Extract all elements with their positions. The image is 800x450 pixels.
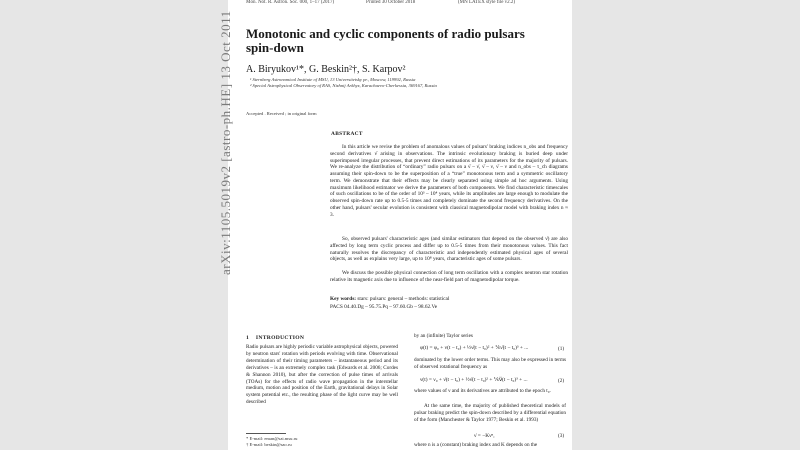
abstract-paragraph-2: So, observed pulsars' characteristic ages (and similar estimators that depend on the observed ν̇) are also affected by long term cyclic process and differ up to 0.5-5 times from their monotonous values. This fact naturally resolves the discrepancy of characteristic and independently estimated physical ages of several objects, as well as explains very large, up to 10⁸ years, characteristic ages of some pulsars. bbox=[330, 236, 568, 263]
right-column-para2: At the same time, the majority of published theoretical models of pulsar braking predict the spin-down described by a differential equation of the form (Manchester & Taylor 1977; Beskin et al. 1993) bbox=[414, 403, 566, 423]
equation-3: ν̇ = −Kνⁿ, bbox=[474, 433, 495, 439]
left-column-text: Radio pulsars are highly periodic variable astrophysical objects, powered by neutron stars' rotation with periods evolving with time. Observational determination of their timing parameters – instantaneous period and its derivatives – is an extremely complex task (Edwards et al. 2006; Cordes & Shannon 2010), but after the correction of pulse times of arrivals (TOAs) for the effects of radio wave propagation in the interstellar medium, motion and position of the Earth, gravitational delays in Solar system potential etc., the resulting phase of the light curve may be well described bbox=[246, 344, 398, 406]
abstract-heading: ABSTRACT bbox=[331, 131, 363, 137]
printed-date: Printed 30 October 2018 bbox=[366, 0, 416, 5]
right-column-mid: dominated by the lower order terms. This may also be expressed in terms of observed rotational frequency as bbox=[414, 357, 566, 370]
paper-page bbox=[218, 0, 572, 450]
equation-3-number: (3) bbox=[558, 433, 565, 439]
section-number: 1 bbox=[246, 335, 250, 341]
equation-2-number: (2) bbox=[558, 378, 565, 384]
abstract-paragraph-3: We discuss the possible physical connection of long term oscillation with a complex neutron star rotation relative its magnetic axis due to influence of the near-field part of magnetodipolar torque. bbox=[330, 270, 568, 283]
footnote-1: * E-mail: eman@sai.msu.ru bbox=[246, 436, 298, 441]
author-list: A. Biryukov¹*, G. Beskin²†, S. Karpov² bbox=[246, 64, 406, 75]
equation-1-number: (1) bbox=[558, 346, 565, 352]
arxiv-identifier: arXiv:1105.5019v2 [astro-ph.HE] 13 Oct 2011 bbox=[218, 10, 233, 275]
accepted-line: Accepted . Received ; in original form bbox=[246, 111, 317, 116]
keywords-line bbox=[330, 296, 449, 302]
footnote-2: † E-mail: beskin@sao.ru bbox=[246, 442, 292, 447]
footnote-rule bbox=[246, 433, 286, 434]
keywords-label: Key words: bbox=[330, 296, 357, 302]
viewer-background-left bbox=[0, 0, 228, 450]
affiliation-2: ² Special Astrophysical Observatory of RAS, Nizhnij Arkhyz, Karachaevo-Cherkessia, 369167, Russia bbox=[250, 83, 437, 88]
viewer-background-right bbox=[572, 0, 800, 450]
journal-header: Mon. Not. R. Astron. Soc. 000, 1–17 (2017) bbox=[246, 0, 335, 5]
right-column-after-eq2: where values of ν and its derivatives are attributed to the epoch t₀. bbox=[414, 388, 551, 394]
abstract-paragraph-1: In this article we revise the problem of anomalous values of pulsars' braking indices n_obs and frequency second derivatives ν̈ arising in observations. The intrinsic evolutionary braking is buried deep under superimposed irregular processes, that prevent direct estimations of its parameters for the majority of pulsars. We re-analyze the distribution of “ordinary” radio pulsars on a ν̈ – ν̇, ν̈ – ν, ν̈ – ν and n_obs – τ_ch diagrams assuming their spin-down to be the superposition of a “true” monotonous term and a symmetric oscillatory term. We demonstrate that their effects may be clearly separated using simple ad hoc arguments. Using maximum likelihood estimator we derive the parameters of both components. We find characteristic timescales of such oscillations to be of the order of 10³ – 10⁴ years, while its amplitudes are large enough to modulate the observed spin-down rate up to 0.5-5 times and completely dominate the second frequency derivatives. On the other hand, pulsars' secular evolution is consistent with classical magnetodipolar model with braking index n ≈ 3. bbox=[330, 144, 568, 218]
equation-2: ν(t) = ν₀ + ν̇(t − t₀) + ½ν̈(t − t₀)² + ⅙ν⃛(t − t₀)³ + ... bbox=[420, 377, 528, 383]
right-column-after-eq3: where n is a (constant) braking index and K depends on the bbox=[414, 442, 538, 448]
pacs-line: PACS 04.40.Dg – 95.75.Pq – 97.60.Gb – 98.62.Ve bbox=[330, 304, 438, 310]
keywords-text: stars: pulsars: general – methods: statistical bbox=[356, 296, 450, 302]
section-heading bbox=[246, 335, 304, 341]
affiliation-1: ¹ Sternberg Astronomical Institute of MSU, 13 Universitetsky pr., Moscow, 119992, Russia bbox=[250, 77, 416, 82]
equation-1: φ(t) = φ₀ + ν(t − t₀) + ½ν̇(t − t₀)² + ⅙ν̈(t − t₀)³ + ... bbox=[420, 345, 529, 351]
right-column-intro: by an (infinite) Taylor series bbox=[414, 333, 473, 339]
section-title: INTRODUCTION bbox=[255, 335, 305, 341]
style-file: (MN LATEX style file v2.2) bbox=[458, 0, 516, 5]
paper-title: Monotonic and cyclic components of radio pulsars spin-down bbox=[246, 26, 525, 55]
